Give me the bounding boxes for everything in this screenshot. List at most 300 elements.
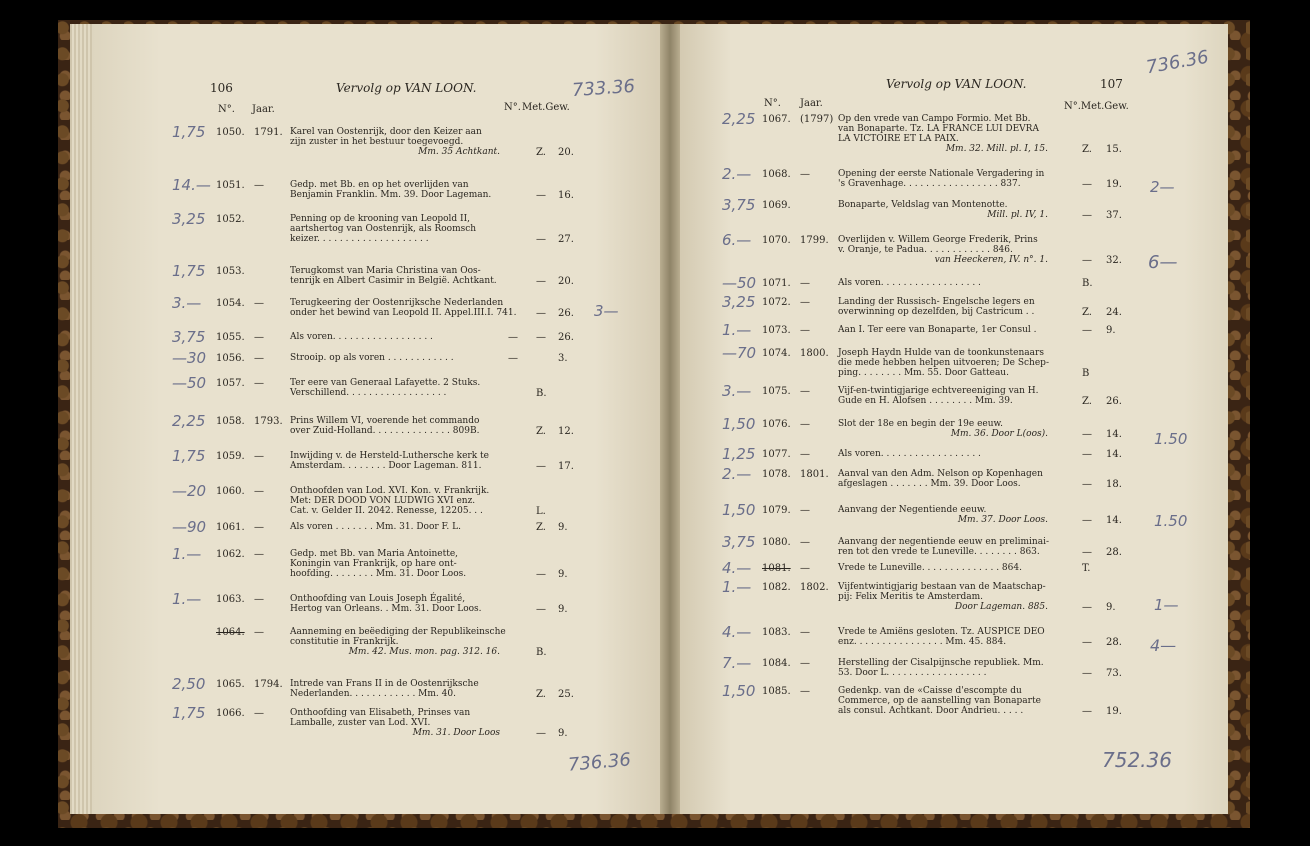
entry-metal: —: [1082, 637, 1092, 648]
entry-weight: 37.: [1106, 210, 1122, 221]
entry-weight: 17.: [558, 461, 574, 472]
entry-metal: —: [1082, 255, 1092, 266]
margin-note-6: 4—: [1150, 636, 1177, 655]
entry-year: —: [800, 297, 810, 308]
entry-number: 1053.: [216, 266, 245, 277]
entry-metal: —: [536, 569, 546, 580]
description-line: Gedp. met Bb. van Maria Antoinette,: [290, 549, 459, 559]
pencil-price: 3,75: [722, 533, 756, 551]
pencil-price: —30: [172, 349, 207, 367]
entry-metal: B.: [1082, 278, 1093, 289]
description-line: van Heeckeren, IV. n°. 1.: [934, 255, 1048, 265]
description-line: keizer. . . . . . . . . . . . . . . . . . . .: [290, 234, 429, 244]
description-line: Mm. 35 Achtkant.: [418, 147, 500, 157]
description-line: afgeslagen . . . . . . . Mm. 39. Door Loos.: [838, 479, 1021, 489]
pencil-price: —20: [172, 482, 207, 500]
entry-description: [290, 627, 506, 657]
entry-weight: 12.: [558, 426, 574, 437]
entry-description: [838, 505, 1048, 525]
entry-weight: 9.: [558, 604, 568, 615]
entry-year: —: [800, 537, 810, 548]
description-line: Lamballe, zuster van Lod. XVI.: [290, 718, 431, 728]
entry-weight: 9.: [558, 522, 568, 533]
entry-year: 1800.: [800, 348, 829, 359]
entry-metal: Z.: [536, 147, 546, 158]
description-line: Mm. 37. Door Loos.: [957, 515, 1048, 525]
entry-number: 1057.: [216, 378, 245, 389]
entry-metal: —: [1082, 668, 1092, 679]
margin-note-1: 2—: [1150, 178, 1175, 196]
entry-number: 1073.: [762, 325, 791, 336]
entry-weight: 19.: [1106, 179, 1122, 190]
entry-number: 1080.: [762, 537, 791, 548]
entry-number: 1071.: [762, 278, 791, 289]
entry-number: 1068.: [762, 169, 791, 180]
entry-weight: 9.: [1106, 602, 1116, 613]
entry-number: 1055.: [216, 332, 245, 343]
entry-number: 1077.: [762, 449, 791, 460]
entry-weight: 32.: [1106, 255, 1122, 266]
pencil-price: 1,75: [172, 704, 206, 722]
entry-catalog: —: [508, 353, 518, 364]
pencil-price: 2,25: [722, 110, 756, 128]
col-year-right: Jaar.: [800, 98, 823, 109]
entry-metal: Z.: [536, 522, 546, 533]
description-line: Herstelling der Cisalpijnsche republiek. Mm.: [838, 658, 1044, 668]
entry-weight: 16.: [558, 190, 574, 201]
pencil-price: —50: [172, 374, 207, 392]
book-gutter: [660, 24, 680, 814]
description-line: Gedenkp. van de «Caisse d'escompte du: [838, 686, 1022, 696]
entry-metal: —: [1082, 429, 1092, 440]
entry-description: [290, 378, 500, 398]
entry-metal: —: [1082, 479, 1092, 490]
description-line: 's Gravenhage. . . . . . . . . . . . . . . . . 837.: [838, 179, 1021, 189]
description-line: Vrede te Amiëns gesloten. Tz. AUSPICE DEO: [838, 627, 1045, 637]
entry-description: [838, 537, 1048, 557]
entry-year: —: [800, 563, 810, 574]
description-line: Door Lageman. 885.: [954, 602, 1048, 612]
description-line: Joseph Haydn Hulde van de toonkunstenaars: [838, 348, 1044, 358]
pencil-price: 1,50: [722, 682, 756, 700]
entry-metal: B.: [536, 388, 547, 399]
entry-weight: 18.: [1106, 479, 1122, 490]
pencil-price: 1,25: [722, 445, 756, 463]
description-line: Ter eere van Generaal Lafayette. 2 Stuks.: [290, 378, 481, 388]
entry-description: [290, 549, 500, 579]
entry-year: 1793.: [254, 416, 283, 427]
pencil-price: 1,50: [722, 415, 756, 433]
description-line: Vijfentwintigjarig bestaan van de Maatschap-: [838, 582, 1046, 592]
entry-year: —: [254, 486, 264, 497]
entry-weight: 14.: [1106, 515, 1122, 526]
pencil-price: 7.—: [722, 654, 752, 672]
entry-catalog: —: [508, 332, 518, 343]
entry-metal: —: [1082, 515, 1092, 526]
entry-number: 1083.: [762, 627, 791, 638]
entry-metal: —: [536, 332, 546, 343]
entry-year: —: [800, 419, 810, 430]
description-line: Mill. pl. IV, 1.: [987, 210, 1048, 220]
pencil-price: 3.—: [172, 294, 202, 312]
entry-weight: 3.: [558, 353, 568, 364]
margin-note: 3—: [594, 302, 619, 320]
description-line: Overlijden v. Willem George Frederik, Prins: [838, 235, 1038, 245]
description-line: Cat. v. Gelder II. 2042. Renesse, 12205. . .: [290, 506, 483, 516]
entry-number: 1076.: [762, 419, 791, 430]
entry-year: —: [800, 627, 810, 638]
description-line: Vijf-en-twintigjarige echtvereeniging van H.: [838, 386, 1039, 396]
entry-year: (1797): [800, 114, 834, 125]
entry-year: —: [254, 378, 264, 389]
entry-description: [838, 297, 1048, 317]
pencil-price: 2,25: [172, 412, 206, 430]
description-line: hoofding. . . . . . . . Mm. 31. Door Loos.: [290, 569, 467, 579]
entry-number: 1061.: [216, 522, 245, 533]
description-line: tenrijk en Albert Casimir in België. Achtkant.: [290, 276, 497, 286]
description-line: Aanneming en beëediging der Republikeinsche: [290, 627, 506, 637]
entry-number: 1060.: [216, 486, 245, 497]
col-metal-weight: Met.Gew.: [522, 102, 570, 113]
entry-year: 1801.: [800, 469, 829, 480]
entry-weight: 26.: [1106, 396, 1122, 407]
pencil-price: —50: [722, 274, 757, 292]
entry-year: —: [254, 180, 264, 191]
entry-metal: —: [1082, 449, 1092, 460]
entry-year: 1802.: [800, 582, 829, 593]
description-line: Als voren. . . . . . . . . . . . . . . . . .: [290, 332, 433, 342]
description-line: enz. . . . . . . . . . . . . . . . Mm. 45. 884.: [838, 637, 1007, 647]
description-line: Terugkeering der Oostenrijksche Nederlanden: [290, 298, 504, 308]
entry-metal: —: [536, 190, 546, 201]
pencil-total-bottom: 736.36: [567, 749, 632, 776]
entry-metal: —: [536, 308, 546, 319]
description-line: Als voren . . . . . . . Mm. 31. Door F. L.: [290, 522, 461, 532]
margin-note-2: 6—: [1148, 252, 1178, 273]
entry-weight: 20.: [558, 147, 574, 158]
entry-weight: 28.: [1106, 547, 1122, 558]
description-line: ping. . . . . . . . Mm. 55. Door Gatteau.: [838, 368, 1009, 378]
entry-description: [290, 522, 500, 532]
description-line: Amsterdam. . . . . . . . Door Lageman. 811.: [290, 461, 482, 471]
entry-description: [838, 627, 1048, 647]
pencil-total-bottom-right: 752.36: [1102, 748, 1172, 772]
entry-description: [838, 325, 1048, 335]
entry-year: —: [800, 386, 810, 397]
entry-description: [290, 266, 500, 286]
pencil-price: 4.—: [722, 559, 752, 577]
pencil-price: 14.—: [172, 176, 211, 194]
entry-year: 1794.: [254, 679, 283, 690]
description-line: Als voren. . . . . . . . . . . . . . . . . .: [838, 278, 981, 288]
entry-number: 1075.: [762, 386, 791, 397]
entry-metal: —: [1082, 602, 1092, 613]
entry-description: [838, 278, 1048, 288]
entry-weight: 9.: [558, 728, 568, 739]
entry-description: [838, 582, 1048, 612]
description-line: Commerce, op de aanstelling van Bonaparte: [838, 696, 1041, 706]
entry-metal: Z.: [1082, 307, 1092, 318]
pencil-total-top: 733.36: [571, 75, 636, 102]
pencil-price: 1.—: [172, 545, 202, 563]
description-line: als consul. Achtkant. Door Andrieu. . . . .: [838, 706, 1024, 716]
entry-number: 1084.: [762, 658, 791, 669]
description-line: Terugkomst van Maria Christina van Oos-: [290, 266, 481, 276]
entry-weight: 27.: [558, 234, 574, 245]
description-line: Met: DER DOOD VON LUDWIG XVI enz.: [290, 496, 476, 506]
right-page-header: Vervolg op VAN LOON.: [886, 77, 1027, 91]
entry-description: [290, 180, 500, 200]
description-line: Strooip. op als voren . . . . . . . . . . . .: [290, 353, 454, 363]
entry-metal: —: [536, 604, 546, 615]
entry-year: —: [800, 169, 810, 180]
entry-year: —: [254, 332, 264, 343]
description-line: Slot der 18e en begin der 19e eeuw.: [838, 419, 1004, 429]
entry-description: [838, 169, 1048, 189]
entry-metal: Z.: [536, 689, 546, 700]
entry-year: —: [800, 658, 810, 669]
entry-description: [838, 386, 1048, 406]
pencil-price: 1.—: [172, 590, 202, 608]
entry-metal: —: [1082, 547, 1092, 558]
entry-metal: —: [536, 461, 546, 472]
entry-year: —: [254, 627, 264, 638]
entry-description: [290, 332, 500, 342]
entry-description: [290, 298, 517, 318]
entry-weight: 9.: [558, 569, 568, 580]
description-line: onder het bewind van Leopold II. Appel.III.I. 741.: [290, 308, 517, 318]
description-line: die mede hebben helpen uitvoeren; De Schep-: [838, 358, 1049, 368]
pencil-price: 3,75: [172, 328, 206, 346]
entry-description: [838, 348, 1048, 378]
entry-metal: —: [536, 276, 546, 287]
description-line: zijn zuster in het bestuur toegevoegd.: [290, 137, 464, 147]
entry-year: —: [254, 353, 264, 364]
entry-description: [838, 114, 1048, 154]
description-line: Vrede te Luneville. . . . . . . . . . . . . . 864.: [838, 563, 1022, 573]
pencil-price: 1,75: [172, 447, 206, 465]
description-line: Inwijding v. de Hersteld-Luthersche kerk te: [290, 451, 489, 461]
left-page-header: Vervolg op VAN LOON.: [336, 81, 477, 95]
description-line: Mm. 42. Mus. mon. pag. 312. 16.: [348, 647, 500, 657]
entry-metal: B.: [536, 647, 547, 658]
description-line: Aanvang der negentiende eeuw en preliminai-: [838, 537, 1049, 547]
entry-year: —: [254, 549, 264, 560]
entry-weight: 9.: [1106, 325, 1116, 336]
description-line: constitutie in Frankrijk.: [290, 637, 399, 647]
entry-number: 1078.: [762, 469, 791, 480]
entry-number: 1065.: [216, 679, 245, 690]
entry-description: [290, 451, 500, 471]
entry-description: [290, 127, 500, 157]
description-line: Mm. 31. Door Loos: [412, 728, 500, 738]
entry-description: [290, 708, 500, 738]
entry-number: 1059.: [216, 451, 245, 462]
description-line: Onthoofding van Louis Joseph Égalité,: [290, 594, 466, 604]
margin-note-4: 1.50: [1154, 512, 1188, 530]
entry-description: [290, 416, 500, 436]
entry-year: —: [800, 325, 810, 336]
description-line: Opening der eerste Nationale Vergadering in: [838, 169, 1045, 179]
pencil-price: 2,50: [172, 675, 206, 693]
entry-metal: —: [536, 728, 546, 739]
entry-number: 1062.: [216, 549, 245, 560]
entry-metal: T.: [1082, 563, 1091, 574]
entry-number: 1063.: [216, 594, 245, 605]
description-line: Bonaparte, Veldslag van Montenotte.: [838, 200, 1008, 210]
entry-weight: 26.: [558, 308, 574, 319]
description-line: Aanvang der Negentiende eeuw.: [838, 505, 987, 515]
pencil-price: 3.—: [722, 382, 752, 400]
entry-number: 1079.: [762, 505, 791, 516]
entry-metal: —: [1082, 325, 1092, 336]
description-line: Onthoofden van Lod. XVI. Kon. v. Frankrijk.: [290, 486, 490, 496]
entry-year: —: [800, 449, 810, 460]
pencil-price: 3,75: [722, 196, 756, 214]
description-line: Karel van Oostenrijk, door den Keizer aan: [290, 127, 482, 137]
description-line: Op den vrede van Campo Formio. Met Bb.: [838, 114, 1031, 124]
description-line: Onthoofding van Elisabeth, Prinses van: [290, 708, 471, 718]
description-line: ren tot den vrede te Luneville. . . . . . . . 863.: [838, 547, 1040, 557]
col-met-gew-right: N°.Met.Gew.: [1064, 101, 1129, 112]
entry-number: 1056.: [216, 353, 245, 364]
entry-number: 1058.: [216, 416, 245, 427]
entry-year: 1791.: [254, 127, 283, 138]
entry-year: —: [254, 594, 264, 605]
entry-metal: —: [1082, 210, 1092, 221]
description-line: Aanval van den Adm. Nelson op Kopenhagen: [838, 469, 1043, 479]
entry-number: 1051.: [216, 180, 245, 191]
entry-metal: —: [536, 234, 546, 245]
entry-year: —: [800, 505, 810, 516]
entry-description: [838, 200, 1048, 220]
entry-number: 1064.: [216, 627, 245, 638]
pencil-price: 1,50: [722, 501, 756, 519]
entry-description: [290, 594, 500, 614]
description-line: Penning op de krooning van Leopold II,: [290, 214, 471, 224]
entry-number: 1081.: [762, 563, 791, 574]
entry-description: [838, 449, 1048, 459]
entry-number: 1072.: [762, 297, 791, 308]
entry-weight: 14.: [1106, 449, 1122, 460]
entry-year: —: [254, 522, 264, 533]
entry-number: 1082.: [762, 582, 791, 593]
entry-description: [838, 469, 1048, 489]
entry-description: [290, 353, 500, 363]
entry-weight: 20.: [558, 276, 574, 287]
description-line: 53. Door L. . . . . . . . . . . . . . . . . .: [838, 668, 987, 678]
description-line: Benjamin Franklin. Mm. 39. Door Lageman.: [290, 190, 492, 200]
description-line: aartshertog van Oostenrijk, als Roomsch: [290, 224, 477, 234]
description-line: Als voren. . . . . . . . . . . . . . . . . .: [838, 449, 981, 459]
entry-metal: —: [1082, 179, 1092, 190]
col-number-right: N°.: [764, 98, 781, 109]
entry-weight: 28.: [1106, 637, 1122, 648]
entry-metal: —: [1082, 706, 1092, 717]
left-page-number: 106: [210, 81, 233, 95]
description-line: van Bonaparte. Tz. LA FRANCE LUI DEVRA: [838, 124, 1039, 134]
entry-metal: L.: [536, 506, 546, 517]
description-line: overwinning op dezelfden, bij Castricum . .: [838, 307, 1035, 317]
entry-weight: 73.: [1106, 668, 1122, 679]
entry-weight: 15.: [1106, 144, 1122, 155]
description-line: Mm. 32. Mill. pl. I, 15.: [945, 144, 1048, 154]
entry-description: [290, 214, 500, 244]
entry-year: —: [254, 298, 264, 309]
pencil-price: 6.—: [722, 231, 752, 249]
description-line: LA VICTOIRE ET LA PAIX.: [838, 134, 959, 144]
entry-number: 1074.: [762, 348, 791, 359]
entry-number: 1067.: [762, 114, 791, 125]
pencil-price: 1.—: [722, 321, 752, 339]
right-page-number: 107: [1100, 77, 1123, 91]
pencil-price: 3,25: [172, 210, 206, 228]
entry-number: 1070.: [762, 235, 791, 246]
description-line: v. Oranje, te Padua. . . . . . . . . . . . 846.: [838, 245, 1013, 255]
pencil-price: 2.—: [722, 465, 752, 483]
entry-number: 1050.: [216, 127, 245, 138]
entry-description: [838, 563, 1048, 573]
entry-year: —: [800, 686, 810, 697]
col-year: Jaar.: [252, 104, 275, 115]
entry-weight: 19.: [1106, 706, 1122, 717]
description-line: Intrede van Frans II in de Oostenrijksche: [290, 679, 479, 689]
margin-note-5: 1—: [1154, 596, 1179, 614]
pencil-price: 2.—: [722, 165, 752, 183]
pencil-price: 3,25: [722, 293, 756, 311]
description-line: Gedp. met Bb. en op het overlijden van: [290, 180, 469, 190]
description-line: Nederlanden. . . . . . . . . . . . Mm. 40.: [290, 689, 456, 699]
pencil-total-top-right: 736.36: [1144, 46, 1211, 79]
entry-description: [290, 486, 500, 516]
entry-weight: 25.: [558, 689, 574, 700]
entry-description: [838, 419, 1048, 439]
description-line: Koningin van Frankrijk, op hare ont-: [290, 559, 457, 569]
pencil-price: —70: [722, 344, 757, 362]
col-catalog: N°.: [504, 102, 521, 113]
entry-metal: Z.: [1082, 396, 1092, 407]
entry-weight: 26.: [558, 332, 574, 343]
entry-number: 1066.: [216, 708, 245, 719]
pencil-price: —90: [172, 518, 207, 536]
entry-metal: B: [1082, 368, 1090, 379]
pencil-price: 1.—: [722, 578, 752, 596]
margin-note-3: 1.50: [1154, 430, 1188, 448]
entry-number: 1069.: [762, 200, 791, 211]
description-line: Gude en H. Alofsen . . . . . . . . Mm. 39.: [838, 396, 1013, 406]
entry-year: —: [254, 451, 264, 462]
entry-number: 1052.: [216, 214, 245, 225]
col-number: N°.: [218, 104, 235, 115]
entry-year: —: [254, 708, 264, 719]
entry-year: —: [800, 278, 810, 289]
entry-weight: 24.: [1106, 307, 1122, 318]
entry-description: [838, 658, 1048, 678]
description-line: Aan I. Ter eere van Bonaparte, 1er Consul .: [838, 325, 1037, 335]
description-line: Mm. 36. Door L(oos).: [950, 429, 1048, 439]
entry-metal: Z.: [536, 426, 546, 437]
entry-metal: Z.: [1082, 144, 1092, 155]
entry-description: [290, 679, 500, 699]
description-line: Verschillend. . . . . . . . . . . . . . . . . .: [290, 388, 447, 398]
description-line: Landing der Russisch- Engelsche legers en: [838, 297, 1035, 307]
entry-number: 1085.: [762, 686, 791, 697]
entry-description: [838, 235, 1048, 265]
pencil-price: 1,75: [172, 262, 206, 280]
description-line: pij: Felix Meritis te Amsterdam.: [838, 592, 984, 602]
entry-year: 1799.: [800, 235, 829, 246]
entry-description: [838, 686, 1048, 716]
